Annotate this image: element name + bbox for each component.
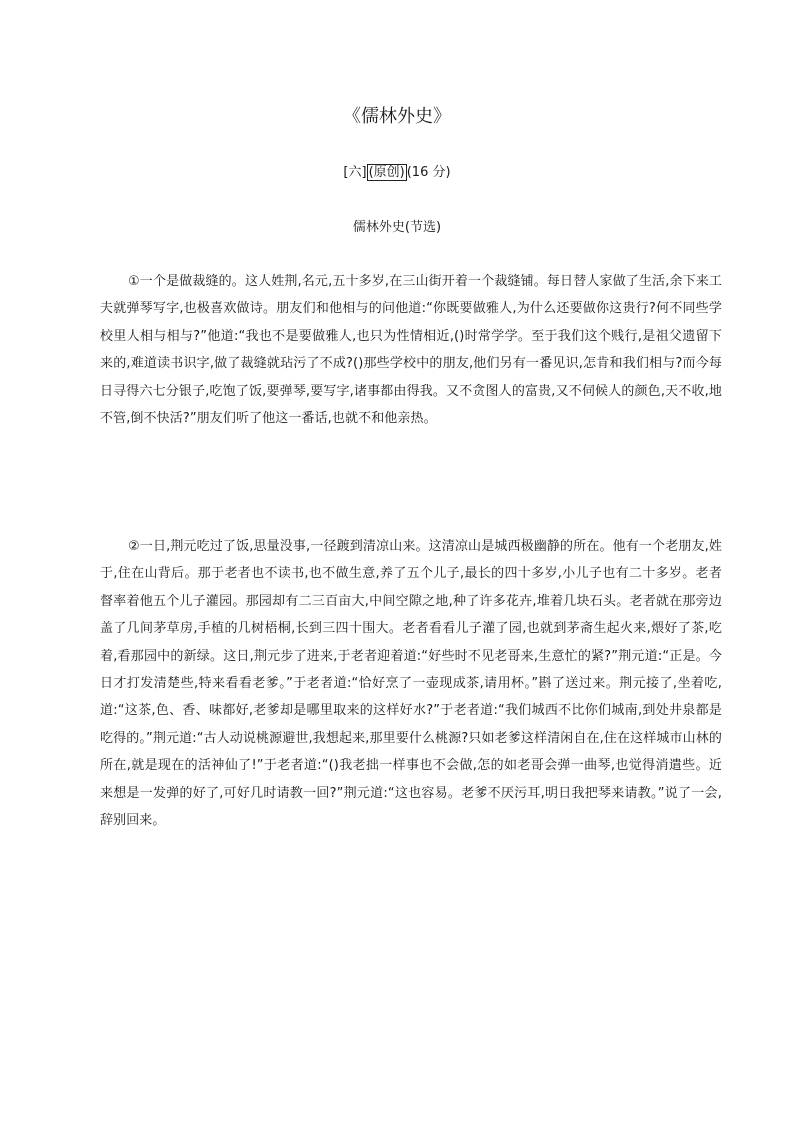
question-meta [0,162,794,184]
paragraph-1: ①一个是做裁缝的。这人姓荆,名元,五十多岁,在三山街开着一个裁缝铺。每日替人家做了生活,余下来工夫就弹琴写字,也极喜欢做诗。朋友们和他相与的问他道:“你既要做雅人,为什么还要做你这贵行?何不同些学校里人相与相与?”他道:“我也不是要做雅人,也只为性情相近,()时常学学。至于我们这个贱行,是祖父遗留下来的,难道读书识字,做了裁缝就玷污了不成?()那些学校中的朋友,他们另有一番见识,怎肯和我们相与?而今每日寻得六七分银子,吃饱了饭,要弹琴,要写字,诸事都由得我。又不贪图人的富贵,又不伺候人的颜色,天不收,地不管,倒不快活?”朋友们听了他这一番话,也就不和他亲热。 [100,274,722,427]
original-tag: (原创) [368,165,405,180]
paragraph-2: ②一日,荆元吃过了饭,思量没事,一径踱到清凉山来。这清凉山是城西极幽静的所在。他有一个老朋友,姓于,住在山背后。那于老者也不读书,也不做生意,养了五个儿子,最长的四十多岁,小儿子也有二十多岁。老者督率着他五个儿子灌园。那园却有二三百亩大,中间空隙之地,种了许多花卉,堆着几块石头。老者就在那旁边盖了几间茅草房,手植的几树梧桐,长到三四十围大。老者看看儿子灌了园,也就到茅斋生起火来,煨好了茶,吃着,看那园中的新绿。这日,荆元步了进来,于老者迎着道:“好些时不见老哥来,生意忙的紧?”荆元道:“正是。今日才打发清楚些,特来看看老爹。”于老者道:“恰好烹了一壶现成茶,请用杯。”斟了送过来。荆元接了,坐着吃,道:“这茶,色、香、味都好,老爹却是哪里取来的这样好水?”于老者道:“我们城西不比你们城南,到处井泉都是吃得的。”荆元道:“古人动说桃源避世,我想起来,那里要什么桃源?只如老爹这样清闲自在,住在这样城市山林的所在,就是现在的活神仙了!”于老者道:“()我老拙一样事也不会做,怎的如老哥会弹一曲琴,也觉得消遣些。近来想是一发弹的好了,可好几时请教一回?”荆元道:“这也容易。老爹不厌污耳,明日我把琴来请教。”说了一会,辞别回来。 [100,539,722,829]
passage-subtitle: 儒林外史(节选) [352,220,442,235]
section-number: [六] [343,165,367,180]
score-label: (16 分) [406,165,451,180]
document-title: 《儒林外史》 [343,106,451,127]
